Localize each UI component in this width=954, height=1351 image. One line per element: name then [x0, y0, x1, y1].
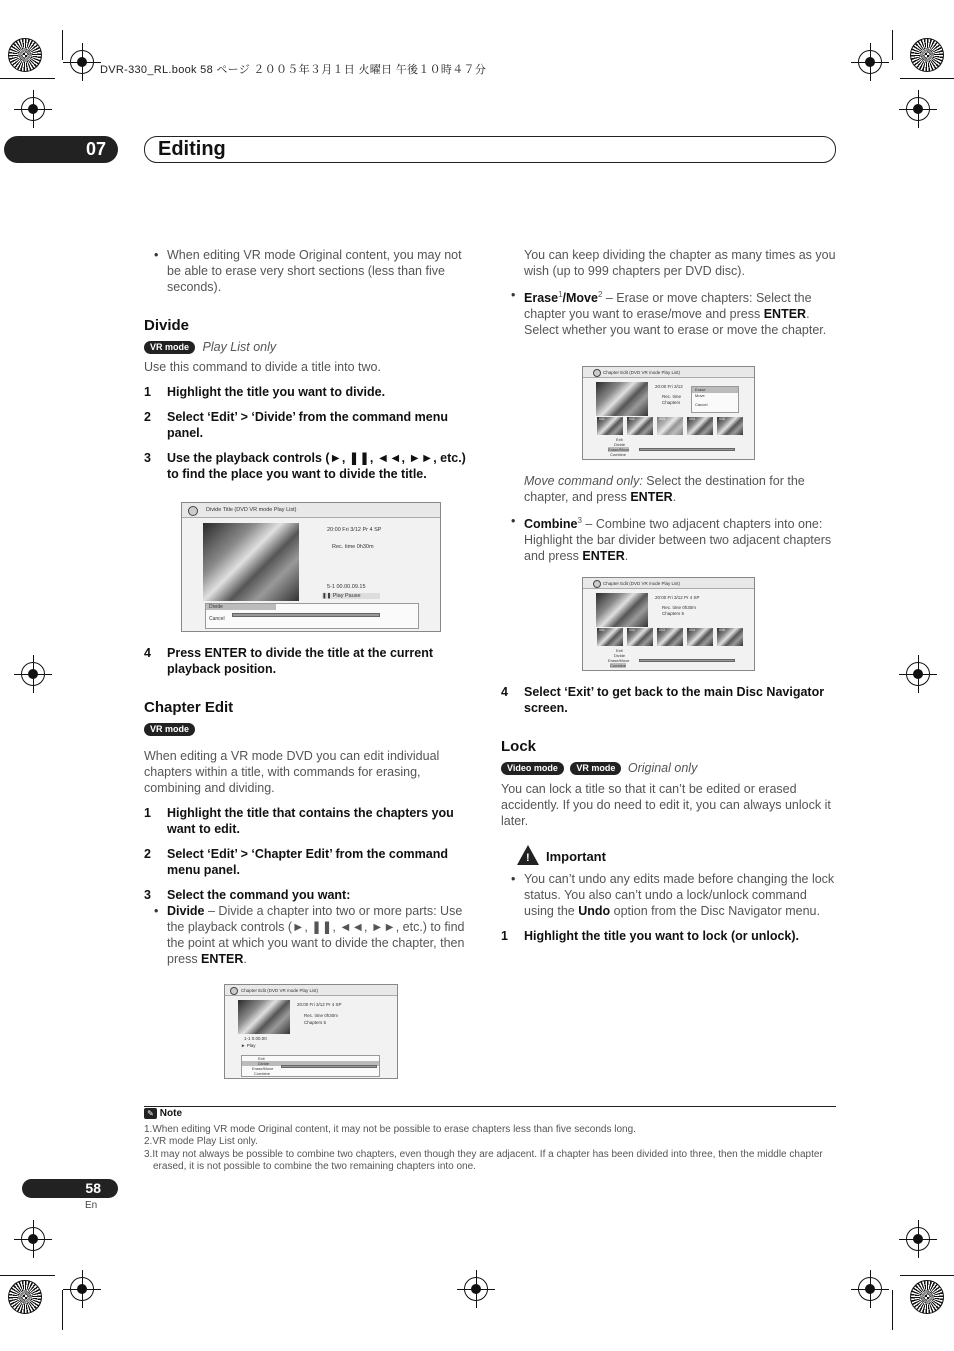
section-title: Editing	[144, 136, 836, 163]
lock-description: You can lock a title so that it can’t be edited or erased accidently. If you do need to edit it, you can always unlock it later.	[501, 782, 831, 828]
chapter-step-1: 1 Highlight the title that contains the chapters you want to edit.	[144, 806, 454, 836]
vr-mode-badge: VR mode	[570, 762, 621, 775]
chapter-step-4: 4 Select ‘Exit’ to get back to the main Disc Navigator screen.	[501, 685, 825, 715]
video-thumbnail	[596, 382, 648, 416]
footnote-1: 1.When editing VR mode Original content, it may not be possible to erase chapters less than five seconds long.	[144, 1123, 636, 1135]
screen-info-3: 5-1 00.00.09.15	[327, 584, 366, 590]
note-icon: ✎	[144, 1108, 157, 1119]
menu-item-cancel[interactable]: Cancel	[209, 616, 225, 622]
menu-item-divide[interactable]: Divide	[614, 442, 626, 447]
note-heading-row	[144, 1108, 836, 1121]
screen-info-3: Chapters	[662, 400, 681, 405]
screen-info-1: 20:00 Fri 3/12 Pr 4 SP	[327, 527, 382, 533]
chapter-num: 004	[689, 628, 695, 632]
divide-heading: Divide	[144, 317, 190, 334]
divide-step-4: 4 Press ENTER to divide the title at the current playback position.	[144, 646, 434, 676]
chapter-edit-screen	[224, 984, 398, 1079]
screen-caption: Chapter Edit (DVD VR mode Play List)	[583, 367, 754, 378]
crop-line	[900, 1275, 954, 1276]
divide-description: Use this command to divide a title into two.	[144, 360, 381, 374]
divide-title-screen	[181, 502, 441, 632]
note-heading: Note	[159, 1108, 183, 1120]
file-info-line: DVR-330_RL.book 58 ページ ２００５年３月１日 火曜日 午後１０時４７分	[100, 64, 487, 76]
registration-crosshair	[464, 1277, 488, 1301]
erase-move-screen	[582, 366, 755, 460]
menu-item-erase-move[interactable]: Erase/Move	[252, 1066, 274, 1071]
menu-item-exit[interactable]: Exit	[616, 437, 623, 442]
screen-info-2: Rec. time 0h30m	[332, 544, 374, 550]
registration-crosshair	[906, 97, 930, 121]
chapter-num: 003	[659, 628, 665, 632]
divide-qualifier: Play List only	[202, 340, 277, 354]
chapter-edit-mode-line	[144, 721, 478, 737]
chapter-edit-heading: Chapter Edit	[144, 699, 234, 716]
video-thumbnail	[238, 1000, 290, 1034]
registration-sun-mark	[8, 1280, 42, 1314]
disc-icon	[593, 369, 601, 377]
left-column-cont	[144, 645, 478, 967]
screen-info-2: Rec. time 0h30m	[662, 605, 697, 610]
chapter-num: 002	[629, 417, 635, 421]
menu-item-exit[interactable]: Exit	[616, 648, 623, 653]
chapter-num: 004	[689, 417, 695, 421]
chapter-num: 005	[719, 628, 725, 632]
registration-sun-mark	[8, 38, 42, 72]
menu-item-combine[interactable]: Combine	[610, 663, 627, 668]
chapter-num: 002	[629, 628, 635, 632]
keep-dividing-text: You can keep dividing the chapter as many times as you wish (up to 999 chapters per DVD disc).	[524, 248, 836, 278]
vr-mode-badge: VR mode	[144, 341, 195, 354]
lock-qualifier: Original only	[627, 761, 698, 775]
warning-exclaim: !	[526, 852, 530, 864]
crop-line	[0, 78, 55, 79]
chapter-timeline-bar	[639, 659, 735, 662]
chapter-timeline-bar	[281, 1065, 377, 1068]
page-number: 58	[22, 1179, 118, 1198]
registration-crosshair	[858, 50, 882, 74]
registration-crosshair	[906, 662, 930, 686]
screen-info-4: 1-1 0.00.00	[244, 1036, 267, 1041]
right-column-cont	[501, 473, 836, 564]
divide-step-1: 1 Highlight the title you want to divide.	[144, 385, 386, 399]
menu-item-divide[interactable]: Divide	[614, 653, 626, 658]
menu-item-combine[interactable]: Combine	[610, 452, 627, 457]
chapter-number-badge: 07	[4, 136, 118, 163]
video-thumbnail	[596, 593, 648, 627]
move-command-text: Move command only: Select the destination for the chapter, and press ENTER.	[524, 474, 805, 504]
divide-command-bullet: • Divide – Divide a chapter into two or more parts: Use the playback controls (►, ❚❚, ◄◄, ►►, etc.) to find the point at which you want to divide the chapter, then press ENTER.	[144, 903, 478, 967]
menu-item-erase-move[interactable]: Erase/Move	[608, 447, 630, 452]
registration-crosshair	[21, 97, 45, 121]
menu-item-erase-move[interactable]: Erase/Move	[608, 658, 630, 663]
screen-caption: Chapter Edit (DVD VR mode Play List)	[225, 985, 397, 996]
lock-step-1: 1 Highlight the title you want to lock (or unlock).	[501, 929, 799, 943]
screen-info-5: ► Play	[241, 1043, 256, 1048]
erase-move-popup	[691, 386, 739, 413]
chapter-step-2: 2 Select ‘Edit’ > ‘Chapter Edit’ from the command menu panel.	[144, 847, 448, 877]
important-box	[501, 845, 836, 867]
option-erase[interactable]: Erase	[692, 387, 738, 393]
right-column	[501, 247, 836, 338]
menu-item-combine[interactable]: Combine	[254, 1071, 271, 1076]
registration-sun-mark	[910, 38, 944, 72]
lock-heading: Lock	[501, 738, 537, 755]
registration-crosshair	[70, 50, 94, 74]
registration-crosshair	[21, 1227, 45, 1251]
disc-icon	[593, 580, 601, 588]
disc-icon	[230, 987, 238, 995]
video-thumbnail	[203, 523, 299, 601]
chapter-num: 005	[719, 417, 725, 421]
menu-item-divide[interactable]: Divide	[242, 1061, 379, 1066]
chapter-num: 001	[599, 628, 605, 632]
option-move[interactable]: Move	[695, 393, 705, 398]
lock-mode-line	[501, 760, 836, 776]
menu-item-exit[interactable]: Exit	[258, 1056, 265, 1061]
timeline-bar	[232, 613, 380, 617]
combine-screen	[582, 577, 755, 671]
registration-crosshair	[858, 1277, 882, 1301]
screen-info-2: Rec. time 0h30m	[304, 1013, 339, 1018]
crop-line	[62, 1290, 63, 1330]
crop-line	[900, 78, 954, 79]
menu-item-divide[interactable]: Divide	[206, 604, 276, 610]
intro-bullet: • When editing VR mode Original content, you may not be able to erase very short sections (less than five seconds).	[144, 247, 478, 295]
screen-info-3: Chapters 5	[662, 611, 685, 616]
language-code: En	[85, 1200, 98, 1211]
video-mode-badge: Video mode	[501, 762, 564, 775]
option-cancel[interactable]: Cancel	[695, 402, 708, 407]
footnotes	[144, 1106, 836, 1174]
screen-info-2: Rec. time	[662, 394, 682, 399]
disc-icon	[188, 506, 198, 516]
left-column	[144, 247, 478, 482]
chapter-num: 001	[599, 417, 605, 421]
erase-move-bullet: • Erase$^1$/Move$^2$ – Erase or move chapters: Select the chapter you want to erase/move and press ENTER. Select whether you want to erase or move the chapter.	[501, 287, 836, 338]
crop-line	[0, 1275, 55, 1276]
vr-mode-badge: VR mode	[144, 723, 195, 736]
important-bullet: • You can’t undo any edits made before changing the lock status. You also can’t undo a lock/unlock command using the Undo option from the Disc Navigator menu.	[501, 871, 836, 919]
chapter-timeline-bar	[639, 448, 735, 451]
important-heading: Important	[546, 849, 606, 864]
crop-line	[892, 1290, 893, 1330]
crop-line	[892, 30, 893, 60]
chapter-num: 003	[659, 417, 665, 421]
registration-sun-mark	[910, 1280, 944, 1314]
screen-caption: Chapter Edit (DVD VR mode Play List)	[583, 578, 754, 589]
screen-info-1: 20:00 Fri 3/12	[655, 384, 683, 389]
registration-crosshair	[70, 1277, 94, 1301]
registration-crosshair	[906, 1227, 930, 1251]
screen-info-1: 20:00 Fri 3/12 Pr 4 SP	[655, 595, 700, 600]
registration-crosshair	[21, 662, 45, 686]
divide-mode-line	[144, 339, 478, 355]
right-column-lower	[501, 684, 836, 944]
combine-bullet: • Combine$^3$ – Combine two adjacent chapters into one: Highlight the bar divider between two adjacent chapters and press ENTER.	[501, 513, 836, 564]
divide-step-3: 3 Use the playback controls (►, ❚❚, ◄◄, ►►, etc.) to find the place you want to divide the title.	[144, 451, 466, 481]
chapter-edit-description: When editing a VR mode DVD you can edit individual chapters within a title, with commands for erasing, combining and dividing.	[144, 749, 440, 795]
screen-info-1: 20:00 Fri 3/12 Pr 4 SP	[297, 1002, 342, 1007]
footnote-3: 3.It may not always be possible to combine two chapters, even though they are adjacent. If a chapter has been divided into three, then the middle chapter erased, it is not possible to combine the two remaining chapters into one.	[144, 1148, 823, 1173]
screen-caption: Divide Title (DVD VR mode Play List)	[182, 503, 440, 518]
screen-info-4: ❚❚ Play Pause	[322, 593, 380, 599]
chapter-step-3: 3 Select the command you want:	[144, 888, 351, 902]
footnote-2: 2.VR mode Play List only.	[144, 1136, 258, 1148]
crop-line	[62, 30, 63, 60]
divide-step-2: 2 Select ‘Edit’ > ‘Divide’ from the command menu panel.	[144, 410, 448, 440]
screen-info-3: Chapters 5	[304, 1020, 327, 1025]
